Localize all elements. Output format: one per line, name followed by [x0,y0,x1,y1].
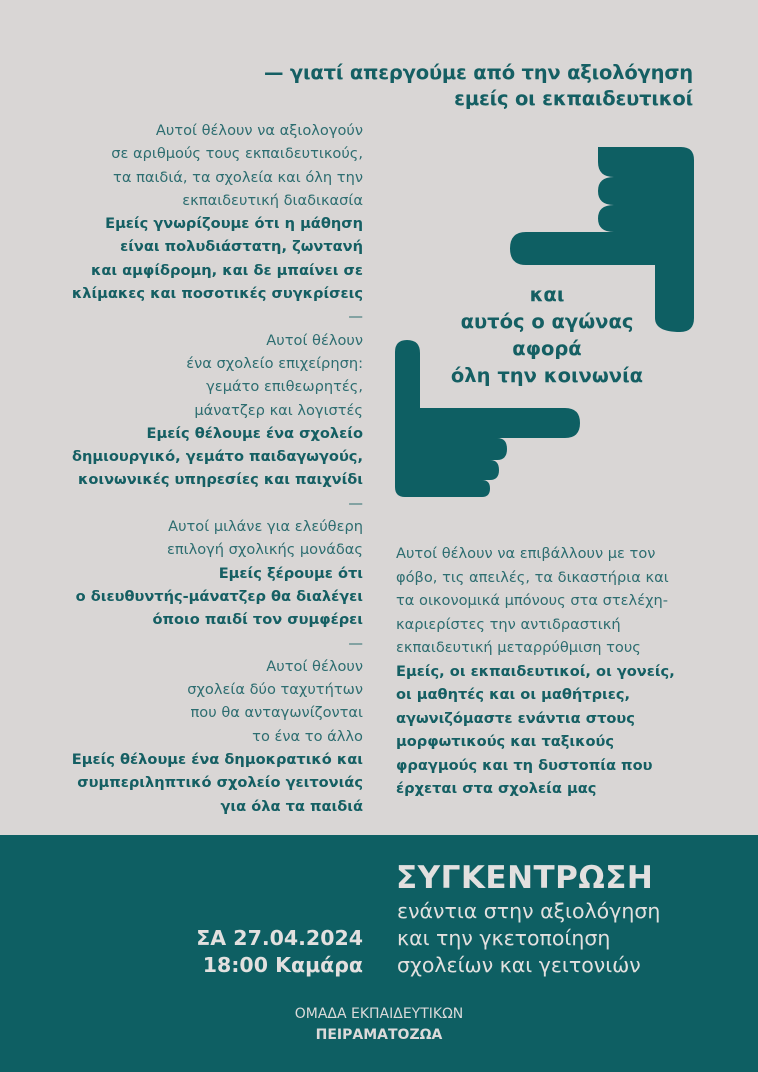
separator-dash: — [348,634,363,652]
text-line: ο διευθυντής-μάνατζερ θα διαλέγει [75,587,363,605]
text-line: Εμείς θέλουμε ένα δημοκρατικό και [71,751,363,769]
text-line: μάνατζερ και λογιστές [194,401,363,419]
center-line: αφορά [512,337,582,360]
text-line: εκπαιδευτική διαδικασία [182,191,363,209]
center-line: αυτός ο αγώνας [460,310,634,333]
text-line: τα οικονομικά μπόνους στα στελέχη- [396,592,669,609]
text-line: είναι πολυδιάστατη, ζωντανή [120,238,363,256]
rally-subtitle-line: ενάντια στην αξιολόγηση [397,899,661,923]
organizer-footer [229,1004,529,1046]
right-column-text [396,542,736,801]
text-line: σε αριθμούς τους εκπαιδευτικούς, [111,145,363,163]
text-line: κοινωνικές υπηρεσίες και παιχνίδι [78,471,363,489]
rally-subtitle-line: σχολείων και γειτονιών [397,953,641,977]
text-line: μορφωτικούς και ταξικούς [396,733,615,750]
rally-subtitle-line: και την γκετοποίηση [397,926,611,950]
text-line: που θα ανταγωνίζονται [190,704,363,722]
rally-date: ΣΑ 27.04.2024 [196,926,363,950]
text-line: Αυτοί θέλουν [266,331,363,349]
title-line-1: — γιατί απεργούμε από την αξιολόγηση [264,61,693,84]
text-line: για όλα τα παιδιά [220,797,363,815]
text-line: το ένα το άλλο [252,727,363,745]
rally-date-time [196,925,363,979]
center-line: και [529,283,565,306]
text-line: Εμείς ξέρουμε ότι [218,564,363,582]
rally-time-place: 18:00 Καμάρα [202,953,363,977]
organizer-name: ΠΕΙΡΑΜΑΤΟΖΩΑ [315,1027,443,1043]
text-line: κλίμακες και ποσοτικές συγκρίσεις [71,285,363,303]
rally-title: ΣΥΓΚΕΝΤΡΩΣΗ [396,860,654,896]
text-line: σχολεία δύο ταχυτήτων [187,681,363,699]
text-line: Εμείς γνωρίζουμε ότι η μάθηση [105,215,363,233]
organizer-line-1: ΟΜΑΔΑ ΕΚΠΑΙΔΕΥΤΙΚΩΝ [294,1006,464,1022]
text-line: Εμείς θέλουμε ένα σχολείο [146,424,363,442]
text-line: Αυτοί θέλουν να επιβάλλουν με τον [396,545,656,562]
text-line: επιλογή σχολικής μονάδας [166,541,363,559]
text-line: τα παιδιά, τα σχολεία και όλη την [113,168,363,186]
text-line: οι μαθητές και οι μαθήτριες, [396,686,631,703]
text-line: εκπαιδευτική μεταρρύθμιση τους [396,639,641,656]
text-line: γεμάτο επιθεωρητές, [206,378,363,396]
text-line: δημιουργικό, γεμάτο παιδαγωγούς, [71,448,363,466]
text-line: συμπεριληπτικό σχολείο γειτονιάς [77,774,363,792]
title-line-2: εμείς οι εκπαιδευτικοί [454,87,693,110]
rally-subtitle [397,898,660,979]
separator-dash: — [348,308,363,326]
text-line: φραγμούς και τη δυστοπία που [396,756,653,774]
text-line: και αμφίδρομη, και δε μπαίνει σε [91,261,363,279]
text-line: καριερίστες την αντιδραστική [396,615,621,633]
text-line: Εμείς, οι εκπαιδευτικοί, οι γονείς, [396,662,675,680]
text-line: ένα σχολείο επιχείρηση: [186,354,363,372]
separator-dash: — [348,494,363,512]
center-slogan [437,281,657,389]
text-line: αγωνιζόμαστε ενάντια στους [396,709,635,727]
text-line: όποιο παιδί τον συμφέρει [152,611,363,629]
text-line: Αυτοί μιλάνε για ελεύθερη [168,518,363,536]
text-line: φόβο, τις απειλές, τα δικαστήρια και [396,568,669,586]
text-line: Αυτοί θέλουν [266,657,363,675]
text-line: έρχεται στα σχολεία μας [396,780,597,797]
text-line: Αυτοί θέλουν να αξιολογούν [155,122,363,139]
center-line: όλη την κοινωνία [450,364,644,387]
